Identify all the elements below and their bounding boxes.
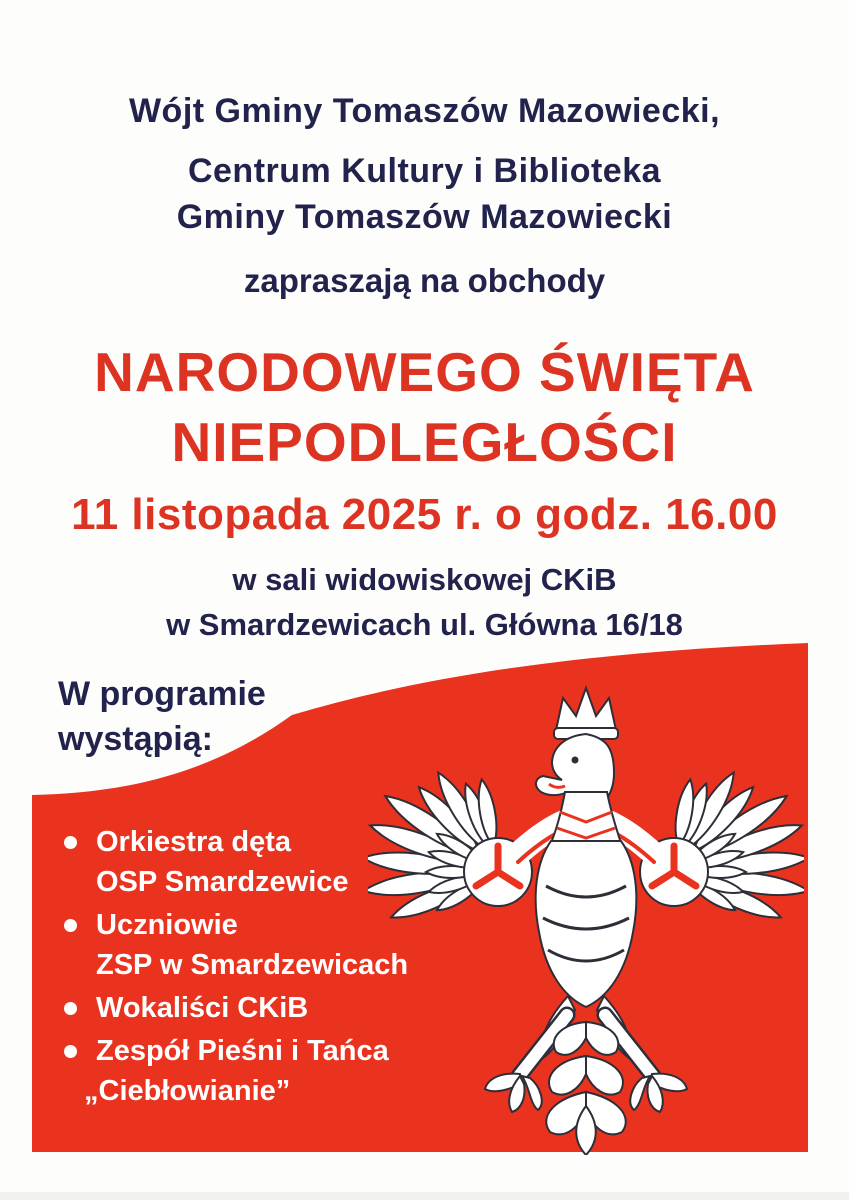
program-item: [62, 905, 408, 985]
program-item: [62, 988, 408, 1028]
event-datetime: 11 listopada 2025 r. o godz. 16.00: [71, 490, 778, 539]
bullet-dot-icon: [62, 988, 96, 1028]
program-list: [62, 822, 408, 1114]
bullet-dot-icon: [62, 822, 96, 902]
program-item: [62, 822, 408, 902]
program-item-line: „Ciebłowianie”: [84, 1075, 291, 1107]
program-item-line: ZSP w Smardzewicach: [96, 949, 409, 981]
program-item-line: Zespół Pieśni i Tańca: [96, 1035, 389, 1067]
poster-title-line-1: NARODOWEGO ŚWIĘTA: [94, 341, 755, 403]
program-label-line-2: wystąpią:: [58, 720, 213, 758]
organizer-line-3: Gminy Tomaszów Mazowiecki: [176, 198, 673, 236]
poster-title-line-2: NIEPODLEGŁOŚCI: [171, 411, 678, 473]
invitation-text: zapraszają na obchody: [243, 262, 606, 299]
program-label-line-1: W programie: [58, 675, 266, 713]
bullet-dot-icon: [62, 905, 96, 985]
event-venue-line-2: w Smardzewicach ul. Główna 16/18: [166, 607, 683, 642]
program-item-line: Orkiestra dęta: [96, 826, 292, 858]
program-item-line: OSP Smardzewice: [96, 866, 349, 898]
bullet-dot-icon: [62, 1031, 96, 1111]
program-item-line: Wokaliści CKiB: [96, 992, 309, 1024]
scan-edge: [0, 1192, 849, 1200]
program-item: [62, 1031, 408, 1111]
organizer-line-2: Centrum Kultury i Biblioteka: [187, 152, 662, 190]
crown-icon: [556, 688, 616, 730]
organizer-line-1: Wójt Gminy Tomaszów Mazowiecki,: [128, 92, 721, 130]
program-item-line: Uczniowie: [96, 909, 238, 941]
polish-eagle-icon: [368, 680, 804, 1155]
event-venue-line-1: w sali widowiskowej CKiB: [232, 562, 617, 597]
